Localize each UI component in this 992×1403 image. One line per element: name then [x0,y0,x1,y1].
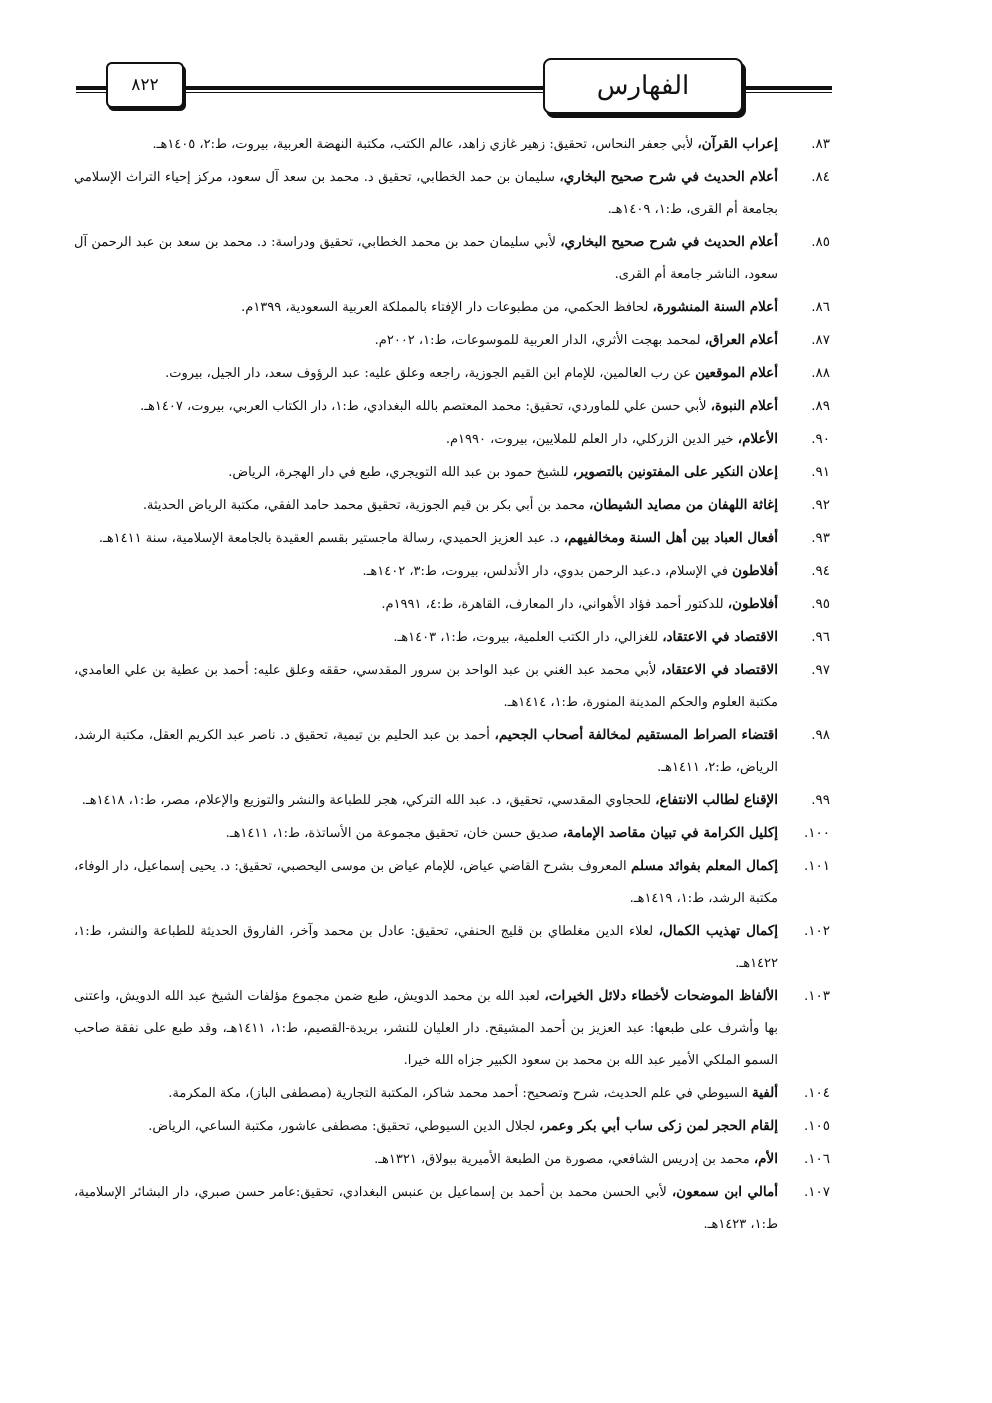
entry-number: ٨٣. [811,136,830,152]
entry-title: أمالي ابن سمعون، [671,1184,778,1200]
entry-details: لأبي حسن علي للماوردي، تحقيق: محمد المعتصم بالله البغدادي، ط:١، دار الكتاب العربي، بيروت، ١٤٠٧هـ. [140,399,711,414]
entry-body [74,1110,778,1143]
entry-title: إكمال المعلم بفوائد مسلم [630,858,778,874]
entry-number: ١٠٠. [803,825,830,841]
entry-title: الألفاظ الموضحات لأخطاء دلائل الخيرات، [544,988,778,1004]
entry-body [74,324,778,357]
entry-details: خير الدين الزركلي، دار العلم للملايين، بيروت، ١٩٩٠م. [445,432,738,447]
entry-number: ٩٠. [811,431,830,447]
entry-details: لعلاء الدين مغلطاي بن قليج الحنفي، تحقيق: عادل بن محمد وآخر، الفاروق الحديثة للطباعة والنشر، ط:١، ١٤٢٢هـ. [74,924,778,971]
entry-body [74,555,778,588]
entry-body [74,1077,778,1110]
bibliography-entry [74,161,830,226]
entry-title: إلقام الحجر لمن زكى ساب أبي بكر وعمر، [539,1118,778,1134]
entry-body [74,784,778,817]
bibliography-list [74,128,830,1241]
entry-title: ألفية [751,1085,778,1101]
entry-title: الأعلام، [737,431,778,447]
entry-details: في الإسلام، د.عبد الرحمن بدوي، دار الأندلس، بيروت، ط:٣، ١٤٠٢هـ. [362,564,733,579]
entry-title: أعلام النبوة، [710,398,778,414]
entry-body [74,719,778,784]
entry-body [74,161,778,226]
bibliography-entry [74,357,830,390]
entry-details: لأبي الحسن محمد بن أحمد بن إسماعيل بن عنبس البغدادي، تحقيق:عامر حسن صبري، دار البشائر الإسلامية، ط:١، ١٤٢٣هـ. [74,1185,778,1232]
entry-details: لعبد الله بن محمد الدويش، طبع ضمن مجموع مؤلفات الشيخ عبد الله الدويش، واعتنى بها وأشرف على طبعها: عبد العزيز بن أحمد المشيقح. دار العليان للنشر، بريدة-القصيم، ط:١، ١٤١١هـ، وقد طبع على نفقة صاحب السمو الملكي الأمير عبد الله بن محمد بن سعود الكبير جزاه الله خيرا. [74,989,778,1068]
entry-number: ١٠٥. [803,1118,830,1134]
bibliography-entry [74,980,830,1077]
entry-details: لأبي محمد عبد الغني بن عبد الواحد بن سرور المقدسي، حققه وعلق عليه: أحمد بن عطية بن علي العامدي، مكتبة العلوم والحكم المدينة المنورة، ط:١، ١٤١٤هـ. [74,663,778,710]
entry-details: للحجاوي المقدسي، تحقيق، د. عبد الله التركي، هجر للطباعة والنشر والتوزيع والإعلام، مصر، ط:١، ١٤١٨هـ. [81,793,656,808]
entry-title: أعلام العراق، [704,332,778,348]
bibliography-entry [74,522,830,555]
entry-details: للدكتور أحمد فؤاد الأهواني، دار المعارف، القاهرة، ط:٤، ١٩٩١م. [381,597,728,612]
entry-details: المعروف بشرح القاضي عياض، للإمام عياض بن موسى اليحصبي، تحقيق: د. يحيى إسماعيل، دار الوفاء، مكتبة الرشد، ط:١، ١٤١٩هـ. [74,859,778,906]
entry-details: لأبي سليمان حمد بن محمد الخطابي، تحقيق ودراسة: د. محمد بن سعد بن عبد الرحمن آل سعود، الناشر جامعة أم القرى. [74,235,778,282]
entry-number: ٩٢. [811,497,830,513]
bibliography-entry [74,1176,830,1241]
entry-body [74,817,778,850]
bibliography-entry [74,817,830,850]
entry-body [74,1143,778,1176]
entry-body [74,654,778,719]
bibliography-entry [74,423,830,456]
entry-body [74,980,778,1077]
entry-number: ٨٦. [811,299,830,315]
entry-body [74,128,778,161]
entry-details: سليمان بن حمد الخطابي، تحقيق د. محمد بن سعد آل سعود، مركز إحياء التراث الإسلامي بجامعة أم القرى، ط:١، ١٤٠٩هـ. [74,170,778,217]
entry-details: د. عبد العزيز الحميدي، رسالة ماجستير بقسم العقيدة بالجامعة الإسلامية، سنة ١٤١١هـ. [98,531,564,546]
entry-title: الإقناع لطالب الانتفاع، [655,792,778,808]
entry-details: أحمد بن عبد الحليم بن تيمية، تحقيق د. ناصر عبد الكريم العقل، مكتبة الرشد، الرياض، ط:٢، ١٤١١هـ. [74,728,778,775]
entry-details: للغزالي، دار الكتب العلمية، بيروت، ط:١، ١٤٠٣هـ. [393,630,663,645]
entry-body [74,915,778,980]
entry-details: محمد بن إدريس الشافعي، مصورة من الطبعة الأميرية ببولاق، ١٣٢١هـ. [374,1152,754,1167]
entry-body [74,489,778,522]
entry-title: الاقتصاد في الاعتقاد، [662,629,778,645]
page-number: ٨٢٢ [106,62,184,108]
entry-body [74,423,778,456]
entry-number: ١٠٢. [803,923,830,939]
entry-body [74,357,778,390]
entry-body [74,226,778,291]
section-title: الفهارس [543,58,743,114]
entry-body [74,1176,778,1241]
entry-number: ١٠٧. [803,1184,830,1200]
entry-number: ١٠٦. [803,1151,830,1167]
bibliography-entry [74,128,830,161]
bibliography-entry [74,719,830,784]
entry-details: لجلال الدين السيوطي، تحقيق: مصطفى عاشور، مكتبة الساعي، الرياض. [148,1119,540,1134]
bibliography-entry [74,390,830,423]
entry-details: لحافظ الحكمي، من مطبوعات دار الإفتاء بالمملكة العربية السعودية، ١٣٩٩م. [241,300,653,315]
entry-details: لأبي جعفر النحاس، تحقيق: زهير غازي زاهد، عالم الكتب، مكتبة النهضة العربية، بيروت، ط:٢، ١٤٠٥هـ. [152,137,698,152]
entry-body [74,522,778,555]
bibliography-entry [74,456,830,489]
entry-body [74,390,778,423]
entry-title: إكليل الكرامة في تبيان مقاصد الإمامة، [562,825,778,841]
entry-number: ١٠٣. [803,988,830,1004]
entry-title: إكمال تهذيب الكمال، [658,923,778,939]
entry-number: ٩١. [811,464,830,480]
bibliography-entry [74,621,830,654]
entry-number: ٨٧. [811,332,830,348]
entry-title: أعلام الحديث في شرح صحيح البخاري، [560,234,778,250]
bibliography-entry [74,291,830,324]
bibliography-entry [74,555,830,588]
bibliography-entry [74,915,830,980]
entry-title: أفلاطون، [727,596,778,612]
entry-number: ٩٩. [811,792,830,808]
entry-title: أعلام السنة المنشورة، [652,299,778,315]
entry-number: ٩٤. [811,563,830,579]
entry-title: إغاثة اللهفان من مصايد الشيطان، [589,497,778,513]
entry-title: إعراب القرآن، [697,136,778,152]
entry-title: أفلاطون [732,563,778,579]
entry-details: للشيخ حمود بن عبد الله التويجري، طبع في دار الهجرة، الرياض. [228,465,573,480]
entry-details: لمحمد بهجت الأثري، الدار العربية للموسوعات، ط:١، ٢٠٠٢م. [374,333,705,348]
entry-number: ٩٥. [811,596,830,612]
entry-title: الاقتصاد في الاعتقاد، [661,662,778,678]
bibliography-entry [74,588,830,621]
entry-title: أعلام الحديث في شرح صحيح البخاري، [559,169,778,185]
entry-number: ٩٦. [811,629,830,645]
bibliography-entry [74,784,830,817]
entry-body [74,456,778,489]
bibliography-entry [74,226,830,291]
entry-body [74,291,778,324]
entry-body [74,621,778,654]
bibliography-entry [74,654,830,719]
entry-title: أعلام الموقعين [695,365,778,381]
entry-title: إعلان النكير على المفتونين بالتصوير، [572,464,778,480]
entry-number: ١٠٤. [803,1085,830,1101]
entry-details: عن رب العالمين، للإمام ابن القيم الجوزية، راجعه وعلق عليه: عبد الرؤوف سعد، دار الجيل، بيروت. [165,366,696,381]
entry-number: ١٠١. [803,858,830,874]
entry-number: ٨٨. [811,365,830,381]
entry-number: ٩٨. [811,727,830,743]
entry-details: محمد بن أبي بكر بن قيم الجوزية، تحقيق محمد حامد الفقي، مكتبة الرياض الحديثة. [142,498,590,513]
entry-number: ٩٧. [811,662,830,678]
entry-body [74,850,778,915]
entry-title: أفعال العباد بين أهل السنة ومخالفيهم، [563,530,778,546]
entry-details: صديق حسن خان، تحقيق مجموعة من الأساتذة، ط:١، ١٤١١هـ. [225,826,563,841]
entry-title: اقتضاء الصراط المستقيم لمخالفة أصحاب الجحيم، [494,727,778,743]
bibliography-entry [74,1143,830,1176]
entry-number: ٨٩. [811,398,830,414]
bibliography-entry [74,850,830,915]
bibliography-entry [74,324,830,357]
bibliography-entry [74,1077,830,1110]
entry-details: السيوطي في علم الحديث، شرح وتصحيح: أحمد محمد شاكر، المكتبة التجارية (مصطفى الباز)، مكة المكرمة. [168,1086,752,1101]
page-header [0,0,992,120]
bibliography-entry [74,1110,830,1143]
entry-title: الأم، [753,1151,778,1167]
entry-number: ٨٥. [811,234,830,250]
entry-number: ٨٤. [811,169,830,185]
entry-number: ٩٣. [811,530,830,546]
bibliography-entry [74,489,830,522]
entry-body [74,588,778,621]
